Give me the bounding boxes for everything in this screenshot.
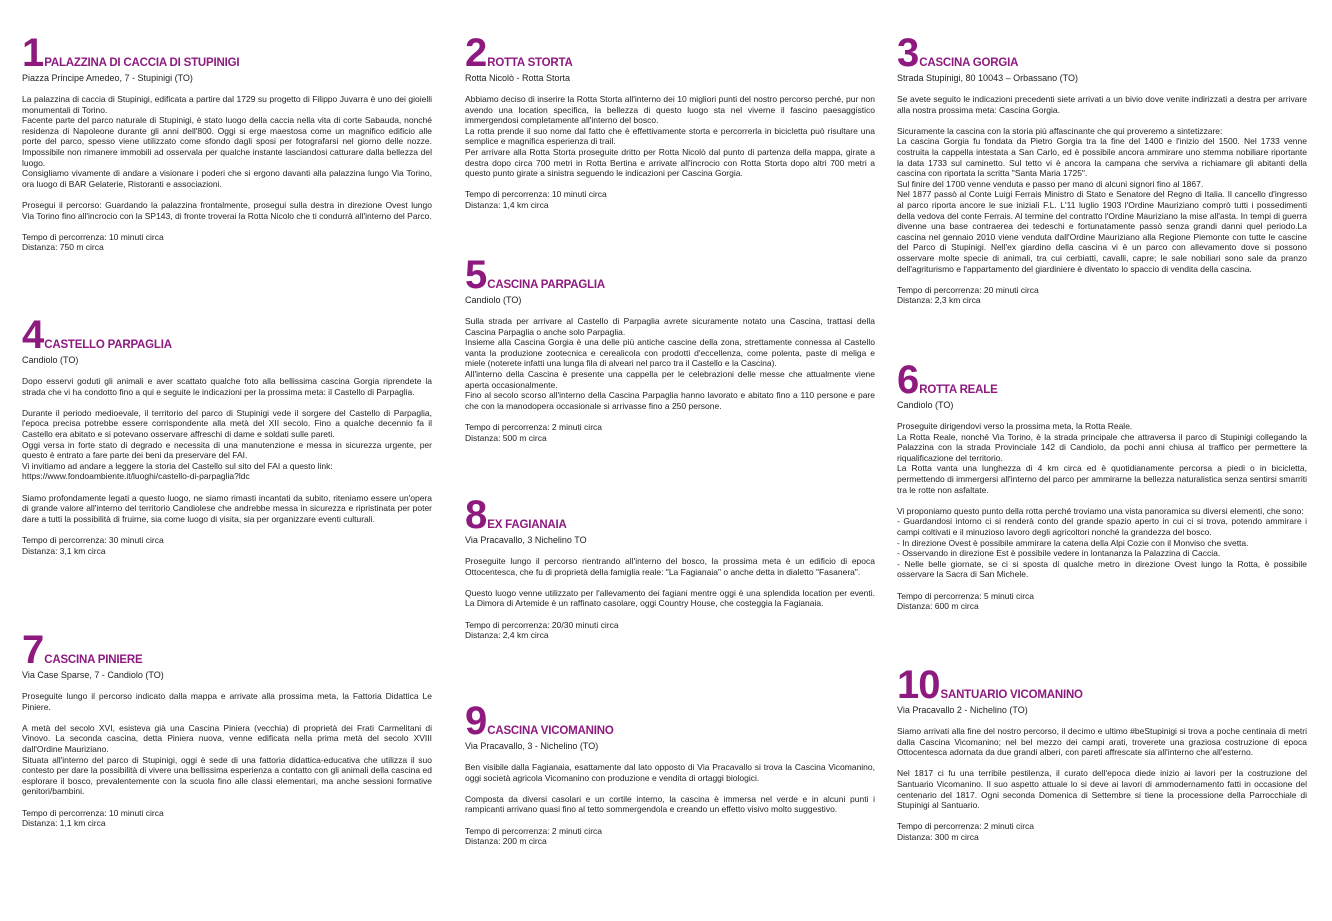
section-address: Rotta Nicolò - Rotta Storta [465,73,571,83]
section-address: Via Pracavallo 2 - Nichelino (TO) [897,705,1028,715]
section-heading [897,31,1307,75]
section-number: 3 [897,31,919,75]
section-paragraph: La palazzina di caccia di Stupinigi, edificata a partire dal 1729 su progetto di Filippo Juvarra è uno dei gioielli monumentali di Torino. Facente parte del parco naturale di Stupinigi, è stato luogo della caccia nella vita di corte Sabauda, nonché residenza di Napoleone durante gli anni dell'800. Oggi si erge maestosa come un magnifico edificio alle porte del parco, spesso viene utilizzato come sfondo dagli sposi per fotografarsi nel giorno delle nozze. Impossibile non rimanere immobili ad osservala per qualche instante lasciandosi catturare dalla bellezza del luogo. Consigliamo vivamente di andare a visionare i poderi che si ergono davanti alla palazzina lungo Via Torino, ora luogo di BAR Gelaterie, Ristoranti e associazioni. [22,94,432,189]
section-paragraph: Ben visibile dalla Fagianaia, esattamente dal lato opposto di Via Pracavallo si trova la Cascina Vicomanino, oggi società agricola Vicomanino con produzione e vendita di ortaggi biologici. [465,762,875,783]
section-number: 7 [22,628,44,672]
travel-time: Tempo di percorrenza: 2 minuti circa [465,825,603,836]
section-address: Candiolo (TO) [465,295,522,305]
section-number: 4 [22,313,44,357]
section-address: Candiolo (TO) [22,355,79,365]
section-address: Via Pracavallo, 3 Nichelino TO [465,535,587,545]
travel-time: Tempo di percorrenza: 20 minuti circa [897,284,1039,295]
travel-time: Tempo di percorrenza: 2 minuti circa [465,421,603,432]
section-address: Piazza Principe Amedeo, 7 - Stupinigi (TO) [22,73,193,83]
section-paragraph: Proseguite lungo il percorso indicato dalla mappa e arrivate alla prossima meta, la Fattoria Didattica Le Piniere. [22,691,432,712]
section-paragraph: Prosegui il percorso: Guardando la palazzina frontalmente, prosegui sulla destra in direzione Ovest lungo Via Torino fino all'incrocio con la SP143, di fronte troverai la Rotta Nicolo che ti condurrà all'interno del Parco. [22,199,432,221]
section-paragraph: Proseguite dirigendovi verso la prossima meta, la Rotta Reale. La Rotta Reale, nonché Via Torino, è la strada principale che attraversa il parco di Stupinigi collegando la Palazzina con la strada Provinciale 142 di Candiolo, da pochi anni chiusa al traffico per permettere la riqualificazione del territorio. La Rotta vanta una lunghezza di 4 km circa ed è quotidianamente percorsa a piedi o in bicicletta, permettendo di immergersi all'interno del parco per ammirarne la bellezza naturalistica senza sentirsi smarriti tra le rotte non asfaltate. [897,421,1307,495]
section-paragraph: Sulla strada per arrivare al Castello di Parpaglia avrete sicuramente notato una Cascina, trattasi della Cascina Parpaglia o anche solo Parpaglia. Insieme alla Cascina Gorgia è una delle più antiche cascine della zona, strettamente connessa al Castello vanta la produzione zootecnica e cerealicola con prodotti d'eccellenza, come polenta, paste di meliga e miele (noterete infatti una lunga fila di alveari nel parco tra il Castello e la Cascina). All'interno della Cascina è presente una cappella per le celebrazioni delle messe che attualmente viene aperta occasionalmente. Fino al secolo scorso all'interno della Cascina Parpaglia hanno lavorato e abitato fino a 110 persone e pare che con la manodopera occasionale si arrivasse fino a 250 persone. [465,316,875,411]
section-number: 6 [897,358,919,402]
travel-time: Tempo di percorrenza: 5 minuti circa [897,590,1035,601]
section-address: Via Pracavallo, 3 - Nichelino (TO) [465,741,599,751]
section-title: CASCINA PINIERE [44,654,143,666]
travel-time: Tempo di percorrenza: 20/30 minuti circa [465,619,619,630]
travel-distance: Distanza: 600 m circa [897,601,979,612]
travel-distance: Distanza: 1,1 km circa [22,818,106,829]
section-heading [22,31,432,75]
section-number: 9 [465,699,487,743]
travel-distance: Distanza: 500 m circa [465,432,547,443]
section-address: Strada Stupinigi, 80 10043 – Orbassano (TO) [897,73,1078,83]
section-cascina-piniere [22,628,432,829]
section-heading [465,493,875,537]
section-paragraph: A metà del secolo XVI, esisteva già una Cascina Piniera (vecchia) di proprietà dei Frati Carmelitani di Vinovo. La seconda cascina, detta Piniera nuova, venne edificata nella prima metà del secolo XVIII dall'Ordine Mauriziano. Situata all'interno del parco di Stupinigi, oggi è sede di una fattoria didattica-educativa che utilizza il suo contesto per dare la possibilità di vivere una bellissima esperienza a contatto con gli animali della cascina ed esplorare il bosco, prevalentemente con la scuola fino alle classi elementari, ma anche sessioni formative genitori/bambini. [22,722,432,797]
section-title: CASTELLO PARPAGLIA [44,339,172,351]
travel-distance: Distanza: 3,1 km circa [22,545,106,556]
section-paragraph: Durante il periodo medioevale, il territorio del parco di Stupinigi vede il sorgere del Castello di Parpaglia, l'epoca precisa potrebbe essere corrispondente alla metà del XII secolo. Fino a qualche decennio fa il Castello era abitato e si potevano osservare affreschi di dame e soldati sulle pareti. Oggi versa in forte stato di degrado e necessita di una manutenzione e messa in sicurezza urgente, per questo è entrato a fare parte dei beni da preservare del FAI. Vi invitiamo ad andare a leggere la storia del Castello sul sito del FAI a questo link: https://www.fondoambiente.it/luoghi/castello-di-parpaglia?ldc [22,407,432,482]
travel-distance: Distanza: 200 m circa [465,836,547,847]
section-heading [22,628,432,672]
section-paragraph: Siamo profondamente legati a questo luogo, ne siamo rimasti incantati da subito, riteniamo essere un'opera di grande valore all'interno del territorio Candiolese che andrebbe messa in sicurezza e ripristinata per poter dare a tutti la possibilità di fruirne, sia come luogo di visita, sia per organizzare eventi culturali. [22,492,432,524]
section-paragraph: Vi proponiamo questo punto della rotta perché troviamo una vista panoramica su diversi elementi, che sono: - Guardandosi intorno ci si renderà conto del grande spazio aperto in cui ci si trova, potendo ammirare i campi coltivati e il minuzioso lavoro degli agricoltori nonché la grandezza del bosco. - In direzione Ovest è possibile ammirare la catena della Alpi Cozie con il Monviso che svetta. - Osservando in direzione Est è possibile vedere in lontananza la Palazzina di Caccia. - Nelle belle giornate, se ci si sposta di qualche metro in direzione Ovest lungo la Rotta, è possibile osservare la Sacra di San Michele. [897,505,1307,580]
travel-time: Tempo di percorrenza: 2 minuti circa [897,821,1035,832]
section-title: CASCINA GORGIA [919,57,1019,69]
section-title: ROTTA STORTA [487,57,573,69]
section-paragraph: Composta da diversi casolari e un cortile interno, la cascina è immersa nel verde e in alcuni punti i rampicanti arrivano quasi fino al tetto sommergendola e creando un effetto visivo molto suggestivo. [465,793,875,815]
travel-distance: Distanza: 2,4 km circa [465,630,549,641]
section-heading [22,313,432,357]
section-title: EX FAGIANAIA [487,519,567,531]
section-number: 8 [465,493,487,537]
travel-distance: Distanza: 300 m circa [897,831,979,842]
section-paragraph: Proseguite lungo il percorso rientrando all'interno del bosco, la prossima meta è un edificio di epoca Ottocentesca, che fu di proprietà della famiglia reale: "La Fagianaia" o anche detta in dialetto "Fasanera". [465,556,875,577]
section-title: CASCINA VICOMANINO [487,725,614,737]
section-paragraph: Abbiamo deciso di inserire la Rotta Storta all'interno dei 10 migliori punti del nostro percorso perché, pur non avendo una location specifica, la bellezza di questo luogo sta nel viverne il fascino paesaggistico immergendosi completamente all'interno del bosco. La rotta prende il suo nome dal fatto che è effettivamente storta e percorrerla in bicicletta può risultare una semplice e magnifica esperienza di trail. Per arrivare alla Rotta Storta proseguite dritto per Rotta Nicolò dal punto di partenza della mappa, girate a destra dopo circa 700 metri in Rotta Bertina e arrivate all'incrocio con Rotta Storta dopo altri 700 metri a questo punto girate a sinistra seguendo le indicazioni per Cascina Gorgia. [465,94,875,179]
travel-distance: Distanza: 2,3 km circa [897,295,981,306]
section-paragraph: Nel 1817 ci fu una terribile pestilenza, il curato dell'epoca diede inizio ai lavori per la costruzione del Santuario Vicomanino. Il suo aspetto attuale lo si deve ai lavori di ammodernamento fatti in occasione del centenario del 1817. Ogni seconda Domenica di Settembre si tiene la processione della Parrocchiale di Stupinigi al Santuario. [897,768,1307,811]
travel-distance: Distanza: 1,4 km circa [465,199,549,210]
section-ex-fagianaia [465,493,875,641]
section-paragraph: Sicuramente la cascina con la storia più affascinante che qui proveremo a sintetizzare: La cascina Gorgia fu fondata da Pietro Gorgia tra la fine del 1400 e l'inizio del 1500. Nel 1733 venne costruita la cappella intestata a San Carlo, ed è possibile ancora ammirare uno stemma nobiliare riportante la data 1733 sul caminetto. Sul tetto vi è ancora la campana che serviva a richiamare gli abitanti della cascina con riportata la scritta "Santa Maria 1725". Sul finire del 1700 venne venduta e passo per mano di alcuni signori fino al 1867. Nel 1877 passò al Conte Luigi Ferrais Ministro di Stato e Senatore del Regno di Italia. Il cancello d'ingresso al parco riporta ancore le sue iniziali F.L. L'11 luglio 1903 l'Ordine Mauriziano comprò tutti i possedimenti della vedova del conte Ferrais. Al termine del contratto l'Ordine Mauriziano la mise all'asta. In tempi di guerra divenne una base contraerea dei tedeschi e fortunatamente passò senza grandi danni quel periodo.La cascina nel gennaio 2010 viene venduta dall'Ordine Mauriziano alla Regione Piemonte con tutte le cascine del Parco di Stupinigi. Nell'ex giardino della cascina vi è un parco con allevamento dove si possono osservare molte specie di animali, tra cui cerbiatti, cavalli, capre; le sale nobiliari sono sale da pranzo dell'agriturismo e l'appartamento del giardiniere è diventato lo spaccio di vendita della cascina. [897,125,1307,274]
section-rotta-reale [897,358,1307,612]
section-number: 5 [465,253,487,297]
section-title: CASCINA PARPAGLIA [487,279,606,291]
travel-time: Tempo di percorrenza: 10 minuti circa [22,807,164,818]
section-castello-parpaglia [22,313,432,556]
section-heading [465,253,875,297]
section-heading [465,699,875,743]
section-number: 2 [465,31,487,75]
section-number: 10 [897,663,940,707]
section-rotta-storta [465,31,875,211]
section-heading [465,31,875,75]
section-paragraph: Siamo arrivati alla fine del nostro percorso, il decimo e ultimo #beStupinigi si trova a poche centinaia di metri dalla Cascina Vicomanino; nel bel mezzo dei campi arati, troverete una graziosa costruzione di epoca Ottocentesca adornata da due grandi alberi, con pareti affrescate sia all'interno che all'esterno. [897,726,1307,758]
section-heading [897,663,1307,707]
section-address: Via Case Sparse, 7 - Candiolo (TO) [22,670,164,680]
travel-time: Tempo di percorrenza: 10 minuti circa [465,189,607,200]
section-title: SANTUARIO VICOMANINO [940,689,1083,701]
travel-time: Tempo di percorrenza: 30 minuti circa [22,534,164,545]
section-number: 1 [22,31,44,75]
travel-distance: Distanza: 750 m circa [22,242,104,253]
section-cascina-gorgia [897,31,1307,306]
section-santuario-vicomanino [897,663,1307,843]
section-palazzina-caccia [22,31,432,253]
section-paragraph: Se avete seguito le indicazioni precedenti siete arrivati a un bivio dove venite indirizzati a destra per arrivare alla nostra prossima meta: Cascina Gorgia. [897,94,1307,115]
section-paragraph: Dopo esservi goduti gli animali e aver scattato qualche foto alla bellissima cascina Gorgia riprendete la strada che vi ha condotto fino a qui e seguite le indicazioni per la prossima meta: il Castello di Parpaglia. [22,376,432,397]
section-address: Candiolo (TO) [897,400,954,410]
section-title: ROTTA REALE [919,384,998,396]
section-title: PALAZZINA DI CACCIA DI STUPINIGI [44,57,240,69]
section-cascina-parpaglia [465,253,875,443]
section-heading [897,358,1307,402]
travel-time: Tempo di percorrenza: 10 minuti circa [22,231,164,242]
section-cascina-vicomanino [465,699,875,847]
section-paragraph: Questo luogo venne utilizzato per l'allevamento dei fagiani mentre oggi è una splendida location per eventi. La Dimora di Artemide è un raffinato casolare, oggi Country House, che costeggia la Fagianaia. [465,587,875,609]
